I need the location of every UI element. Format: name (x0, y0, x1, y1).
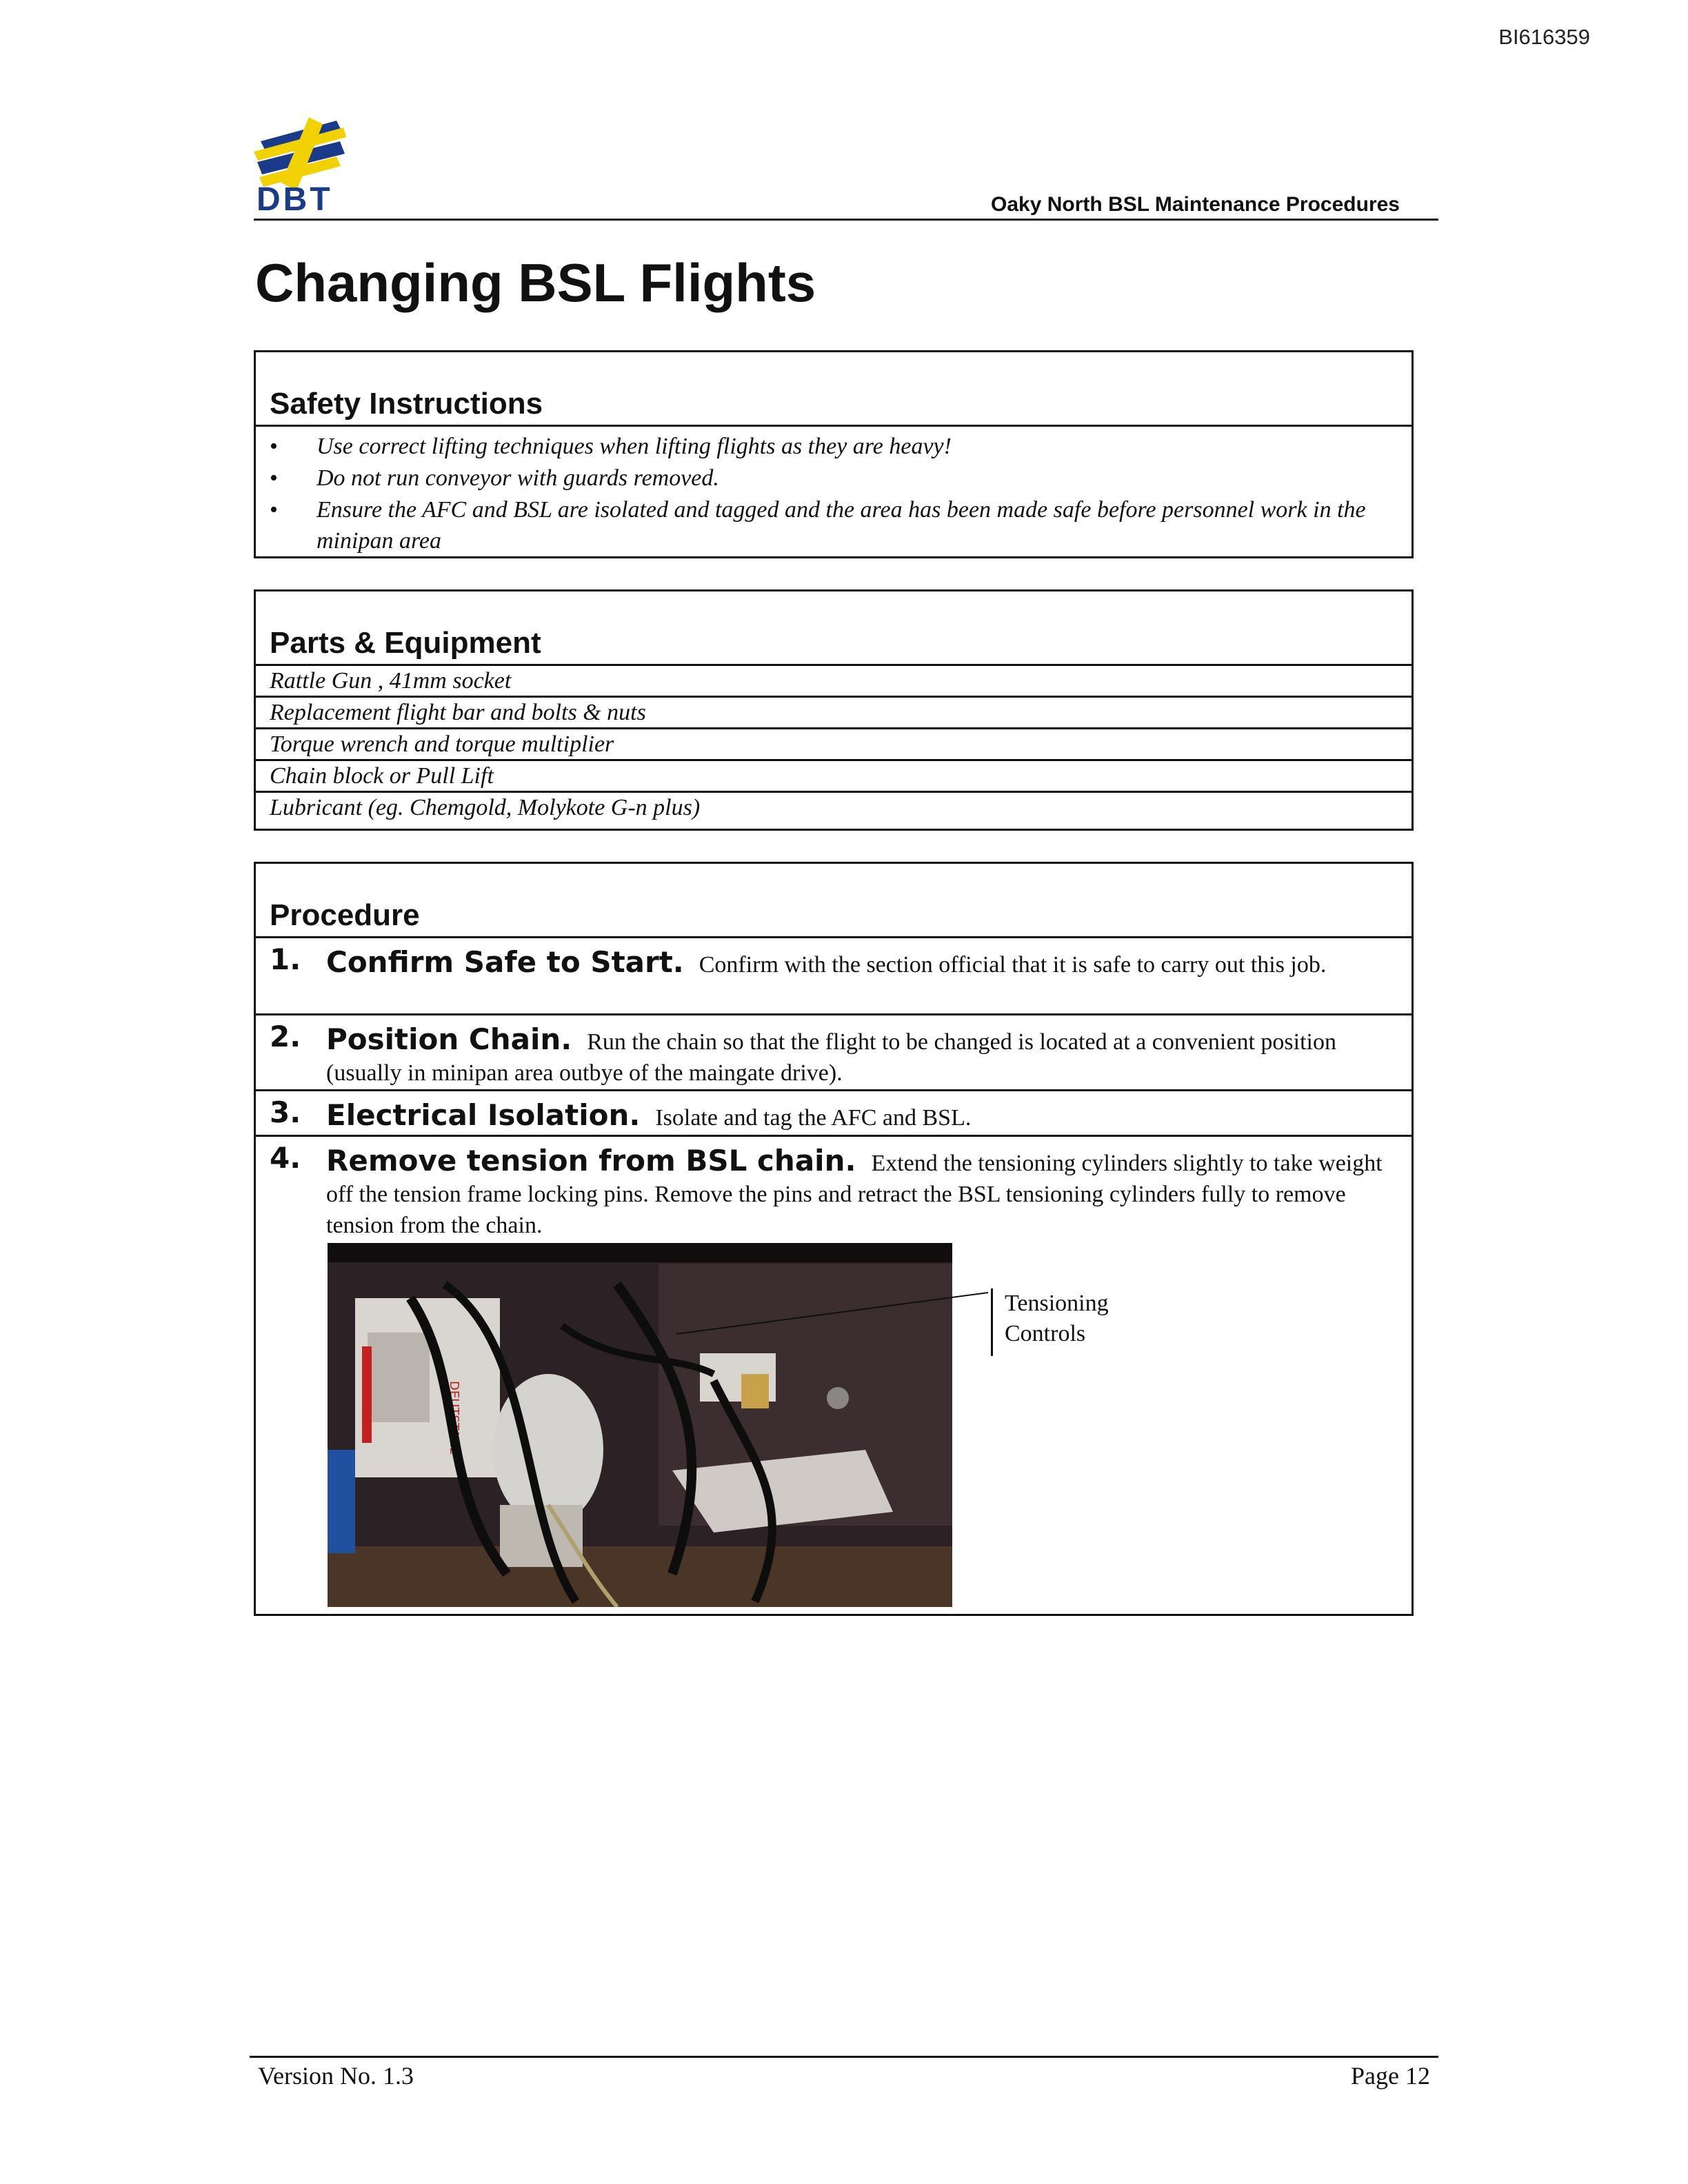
safety-instructions-box (254, 350, 1414, 558)
page-title: Changing BSL Flights (255, 252, 816, 313)
procedure-step (256, 938, 1411, 1015)
document-id: BI616359 (1498, 25, 1590, 49)
safety-item: • Use correct lifting techniques when lifting flights as they are heavy! (256, 431, 1411, 462)
parts-row: Chain block or Pull Lift (256, 761, 1411, 793)
bullet-icon: • (270, 497, 278, 523)
safety-item: • Do not run conveyor with guards removed. (256, 463, 1411, 494)
logo-text: DBT (257, 181, 333, 218)
parts-row: Replacement flight bar and bolts & nuts (256, 698, 1411, 729)
procedure-step (256, 1091, 1411, 1137)
procedure-box (254, 862, 1414, 1616)
parts-heading: Parts & Equipment (256, 592, 1411, 666)
bullet-icon: • (270, 465, 278, 491)
step-number: 2. (270, 1020, 301, 1053)
parts-row: Rattle Gun , 41mm socket (256, 666, 1411, 698)
svg-text:DEUTSTAHL: DEUTSTAHL (447, 1381, 461, 1455)
step-number: 4. (270, 1141, 301, 1175)
step-text: Isolate and tag the AFC and BSL. (655, 1105, 972, 1131)
procedure-step (256, 1015, 1411, 1091)
header-title: Oaky North BSL Maintenance Procedures (991, 193, 1400, 216)
parts-row: Torque wrench and torque multiplier (256, 729, 1411, 761)
footer-version: Version No. 1.3 (258, 2062, 414, 2090)
safety-item: • Ensure the AFC and BSL are isolated and tagged and the area has been made safe before personnel work in the minipan area (256, 494, 1411, 556)
procedure-heading: Procedure (256, 864, 1411, 938)
header-rule (254, 219, 1438, 221)
parts-row: Lubricant (eg. Chemgold, Molykote G-n plus) (270, 795, 701, 820)
footer-rule (250, 2056, 1438, 2058)
footer-page-number: Page 12 (1351, 2062, 1430, 2090)
callout-label: Tensioning Controls (1005, 1291, 1109, 1346)
callout-bracket (991, 1288, 993, 1356)
step-title: Confirm Safe to Start. (326, 945, 684, 979)
step-text: Extend the tensioning cylinders slightly to take weight off the tension frame locking pins. Remove the pins and retract the BSL tensioning cylinders fully to remove tension from the chain. (326, 1151, 1383, 1238)
step-title: Remove tension from BSL chain. (326, 1144, 856, 1177)
step-title: Electrical Isolation. (326, 1098, 641, 1132)
step-number: 3. (270, 1095, 301, 1129)
step-text: Confirm with the section official that it is safe to carry out this job. (699, 952, 1327, 978)
parts-equipment-box (254, 589, 1414, 831)
safety-list (256, 427, 1411, 556)
safety-heading: Safety Instructions (256, 352, 1411, 427)
procedure-step (256, 1137, 1411, 1606)
step-title: Position Chain. (326, 1022, 572, 1056)
bullet-icon: • (270, 434, 278, 459)
callout-pointer (670, 1268, 994, 1344)
step-text: Run the chain so that the flight to be changed is located at a convenient position (usually in minipan area outbye of the maingate drive). (326, 1029, 1336, 1086)
step-number: 1. (270, 942, 301, 976)
